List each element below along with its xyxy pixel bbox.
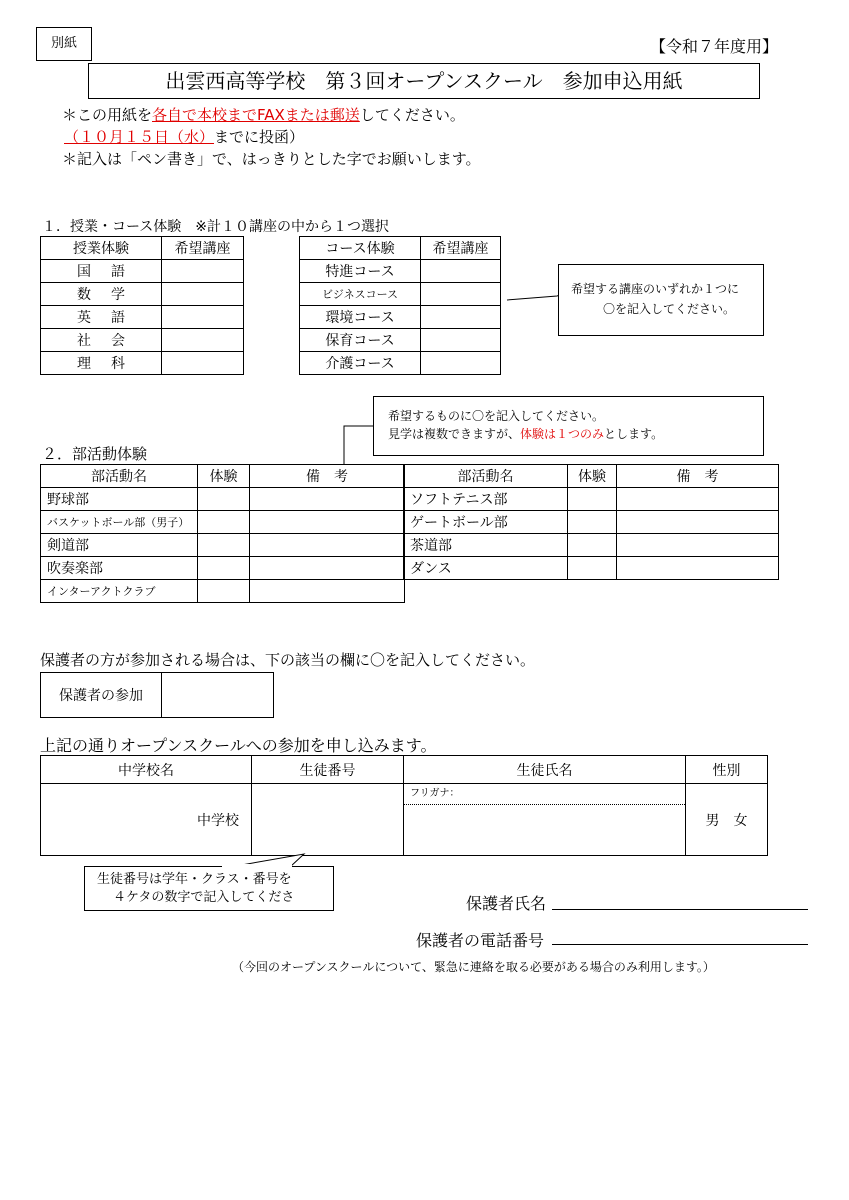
- gender-options: 男 女: [705, 812, 748, 829]
- table-header-row: [404, 465, 779, 488]
- column-header: 生徒番号: [252, 756, 404, 784]
- club-name: 吹奏楽部: [41, 557, 198, 580]
- table-row: [41, 306, 244, 329]
- table-row: [41, 557, 405, 580]
- table-header-row: [41, 237, 244, 260]
- table-row: [300, 329, 501, 352]
- club-name: バスケットボール部（男子）: [41, 511, 198, 534]
- selection-cell[interactable]: [162, 260, 244, 283]
- gender-field[interactable]: [686, 784, 768, 856]
- submission-method: 各自で本校までFAXまたは郵送: [152, 106, 360, 124]
- club-name: 剣道部: [41, 534, 198, 557]
- selection-cell[interactable]: [421, 283, 501, 306]
- year-label: 【令和７年度用】: [650, 37, 779, 56]
- course-selection-callout: 希望する講座のいずれか１つに 〇を記入してください。: [558, 264, 764, 336]
- selection-cell[interactable]: [421, 260, 501, 283]
- column-header: 性別: [686, 756, 768, 784]
- column-header: 体験: [198, 465, 250, 488]
- student-number-callout: 生徒番号は学年・クラス・番号を ４ケタの数字で記入してくださ: [84, 866, 334, 911]
- experience-cell[interactable]: [198, 511, 250, 534]
- callout-connector-2: [340, 420, 376, 466]
- junior-high-school-field[interactable]: [41, 784, 252, 856]
- table-row: [404, 557, 779, 580]
- table-row: [404, 488, 779, 511]
- table-row: [300, 306, 501, 329]
- column-header: 生徒氏名: [404, 756, 686, 784]
- selection-cell[interactable]: [162, 352, 244, 375]
- school-suffix: 中学校: [197, 812, 239, 829]
- selection-cell[interactable]: [162, 306, 244, 329]
- table-row: [41, 580, 405, 603]
- attachment-label: 別紙: [50, 36, 77, 51]
- experience-cell[interactable]: [568, 511, 617, 534]
- column-header: 部活動名: [41, 465, 198, 488]
- selection-cell[interactable]: [162, 283, 244, 306]
- section2-heading: ２．部活動体験: [42, 445, 148, 463]
- table-row: [41, 352, 244, 375]
- student-info-table: [40, 755, 768, 856]
- column-header: 備 考: [250, 465, 405, 488]
- remarks-cell[interactable]: [617, 511, 779, 534]
- furigana-field[interactable]: [404, 784, 685, 805]
- course-experience-table: [299, 236, 501, 375]
- club-name: 野球部: [41, 488, 198, 511]
- column-header: 希望講座: [421, 237, 501, 260]
- guardian-name-line[interactable]: [552, 909, 808, 910]
- remarks-cell[interactable]: [250, 511, 405, 534]
- subject-name: 英 語: [41, 306, 162, 329]
- remarks-cell[interactable]: [250, 534, 405, 557]
- table-row: [41, 511, 405, 534]
- course-name: 介護コース: [300, 352, 421, 375]
- column-header: 備 考: [617, 465, 779, 488]
- column-header: 中学校名: [41, 756, 252, 784]
- table-row: [41, 534, 405, 557]
- table-row: [41, 283, 244, 306]
- table-row: [404, 511, 779, 534]
- student-name-cell: [404, 784, 686, 856]
- column-header: 体験: [568, 465, 617, 488]
- club-name: ダンス: [404, 557, 568, 580]
- guardian-phone-line[interactable]: [552, 944, 808, 945]
- selection-cell[interactable]: [421, 352, 501, 375]
- contact-usage-note: （今回のオープンスクールについて、緊急に連絡を取る必要がある場合のみ利用します。）: [232, 960, 715, 974]
- furigana-label: フリガナ：: [410, 788, 460, 799]
- column-header: 授業体験: [41, 237, 162, 260]
- club-name: インターアクトクラブ: [41, 580, 198, 603]
- club-table-right: [403, 464, 779, 580]
- remarks-cell[interactable]: [617, 557, 779, 580]
- course-name: ビジネスコース: [300, 283, 421, 306]
- page-title: 出雲西高等学校 第３回オープンスクール 参加申込用紙: [165, 69, 683, 93]
- remarks-cell[interactable]: [617, 488, 779, 511]
- course-name: 保育コース: [300, 329, 421, 352]
- table-row: [41, 784, 768, 856]
- column-header: 部活動名: [404, 465, 568, 488]
- table-row: [41, 488, 405, 511]
- table-header-row: [41, 756, 768, 784]
- selection-cell[interactable]: [162, 329, 244, 352]
- callout-connector-1: [505, 288, 565, 304]
- experience-cell[interactable]: [568, 534, 617, 557]
- student-number-field[interactable]: [252, 784, 404, 856]
- guardian-phone-label: 保護者の電話番号: [416, 931, 545, 950]
- instruction-line-1: ＊この用紙を各自で本校までFAXまたは郵送してください。: [62, 106, 465, 124]
- instruction-line-2: （１０月１５日（水）までに投函）: [64, 128, 305, 146]
- table-row: [41, 673, 274, 718]
- experience-cell[interactable]: [198, 557, 250, 580]
- club-table-left: [40, 464, 405, 603]
- instruction-line-3: ＊記入は「ペン書き」で、はっきりとした字でお願いします。: [62, 150, 481, 168]
- remarks-cell[interactable]: [617, 534, 779, 557]
- section1-heading: １．授業・コース体験 ※計１０講座の中から１つ選択: [42, 219, 390, 235]
- course-name: 特進コース: [300, 260, 421, 283]
- subject-name: 数 学: [41, 283, 162, 306]
- table-row: [41, 260, 244, 283]
- remarks-cell[interactable]: [250, 557, 405, 580]
- callout-overlap-cover: [222, 864, 292, 868]
- selection-cell[interactable]: [421, 329, 501, 352]
- subject-name: 社 会: [41, 329, 162, 352]
- table-row: [300, 352, 501, 375]
- table-row: [41, 329, 244, 352]
- remarks-cell[interactable]: [250, 580, 405, 603]
- subject-name: 理 科: [41, 352, 162, 375]
- table-row: [300, 260, 501, 283]
- experience-cell[interactable]: [198, 580, 250, 603]
- experience-cell[interactable]: [198, 488, 250, 511]
- class-experience-table: [40, 236, 244, 375]
- table-row: [300, 283, 501, 306]
- table-header-row: [41, 465, 405, 488]
- subject-name: 国 語: [41, 260, 162, 283]
- application-statement: 上記の通りオープンスクールへの参加を申し込みます。: [40, 736, 437, 755]
- guardian-participation-label: 保護者の参加: [41, 673, 162, 718]
- club-name: 茶道部: [404, 534, 568, 557]
- table-row: [404, 534, 779, 557]
- course-name: 環境コース: [300, 306, 421, 329]
- deadline: （１０月１５日（水）: [64, 128, 215, 146]
- column-header: コース体験: [300, 237, 421, 260]
- experience-cell[interactable]: [568, 488, 617, 511]
- club-name: ゲートボール部: [404, 511, 568, 534]
- guardian-participation-cell[interactable]: [162, 673, 274, 718]
- club-selection-callout: 希望するものに〇を記入してください。 見学は複数できますが、体験は１つのみとします。: [373, 396, 764, 456]
- selection-cell[interactable]: [421, 306, 501, 329]
- experience-cell[interactable]: [198, 534, 250, 557]
- guardian-name-label: 保護者氏名: [466, 894, 547, 913]
- column-header: 希望講座: [162, 237, 244, 260]
- guardian-participation-table: [40, 672, 274, 718]
- club-name: ソフトテニス部: [404, 488, 568, 511]
- table-header-row: [300, 237, 501, 260]
- guardian-instruction: 保護者の方が参加される場合は、下の該当の欄に〇を記入してください。: [40, 651, 536, 669]
- student-name-field[interactable]: [404, 805, 685, 855]
- experience-cell[interactable]: [568, 557, 617, 580]
- remarks-cell[interactable]: [250, 488, 405, 511]
